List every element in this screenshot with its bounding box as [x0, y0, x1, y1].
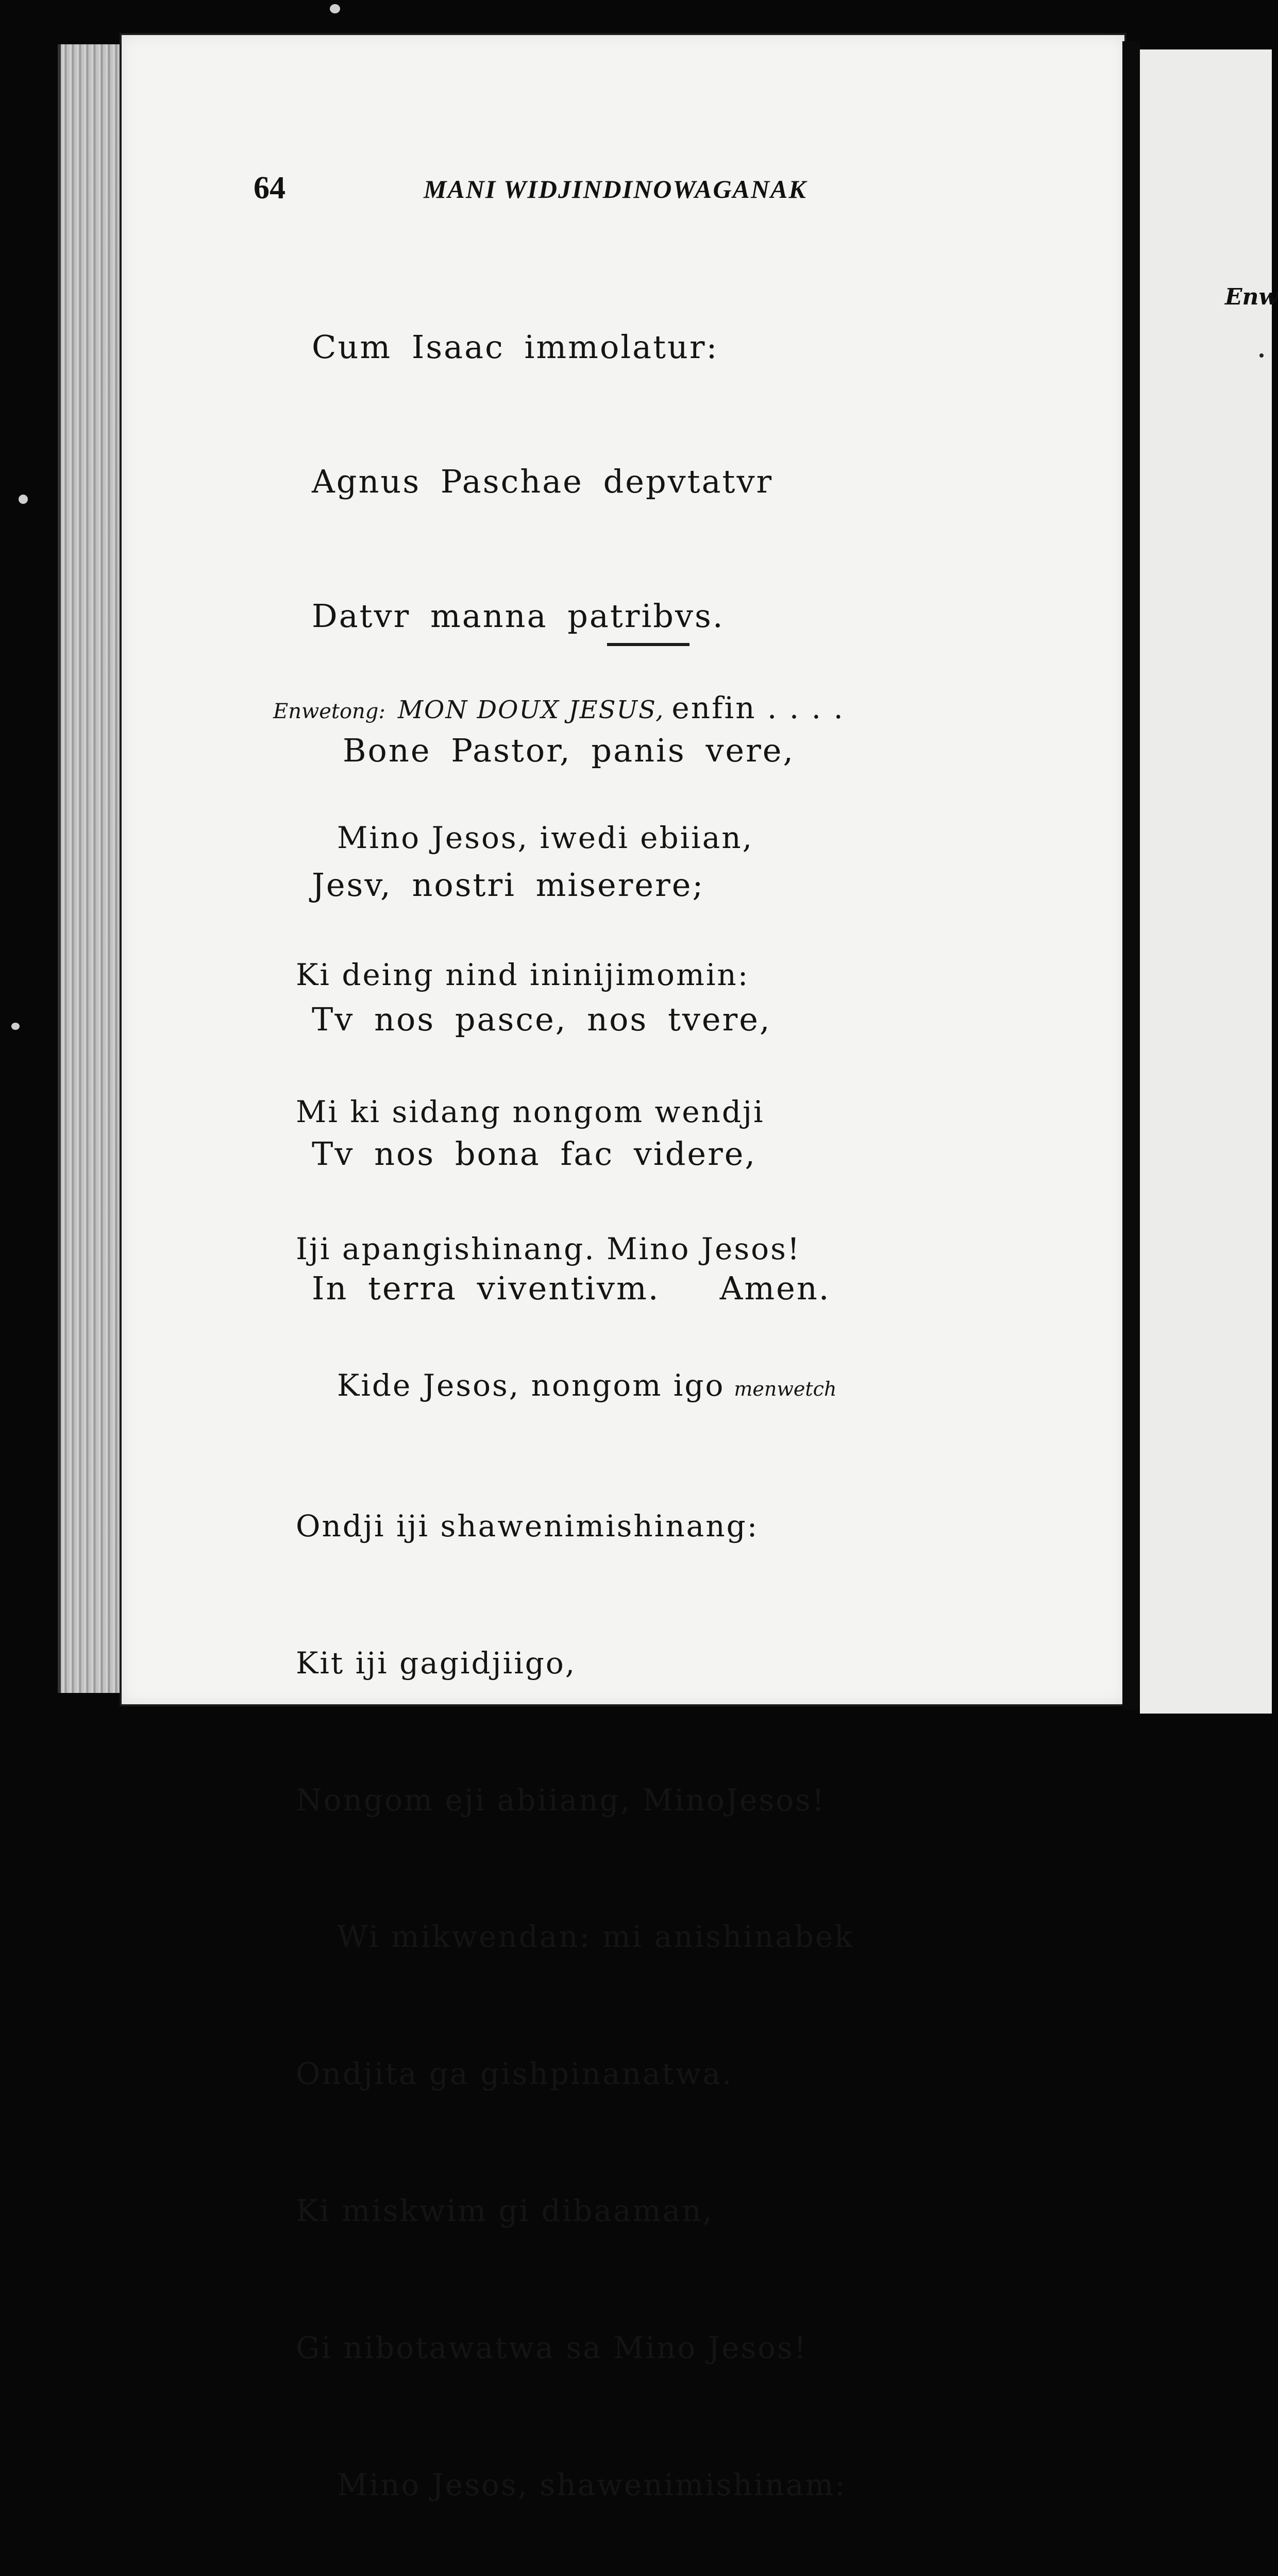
verse-line: Mi ki sidang nongom wendji	[296, 1094, 765, 1129]
verse-line: Cum Isaac immolatur:	[312, 328, 719, 366]
tune-label: Enwetong:	[273, 700, 385, 723]
verse-line	[296, 1363, 854, 1412]
verse-line: Iji apangishinang. Mino Jesos!	[296, 1231, 801, 1266]
facing-page	[1140, 49, 1278, 1714]
facing-page-mark	[1259, 353, 1264, 358]
verse-line: Kit iji gagidjiigo,	[296, 1645, 577, 1681]
book-gutter	[1122, 41, 1140, 1710]
tune-indication	[269, 681, 845, 725]
verse-line-text: Kide Jesos, nongom igo	[337, 1368, 725, 1403]
verse-line: Mino Jesos, shawenimishinam:	[337, 2467, 847, 2502]
hymn-verse	[296, 724, 854, 2576]
scan-speck	[19, 495, 28, 504]
tune-title: MON DOUX JESUS,	[397, 696, 665, 724]
facing-page-fragment: Enw	[1225, 284, 1278, 310]
verse-line: Gi nibotawatwa sa Mino Jesos!	[296, 2330, 808, 2365]
verse-line: Tv nos bona fac videre,	[312, 1135, 757, 1173]
book-page-edges	[58, 44, 128, 1693]
tune-rest: enfin . . . .	[671, 690, 845, 725]
verse-line: Ki deing nind ininijimomin:	[296, 957, 750, 992]
verse-line: Ondji iji shawenimishinang:	[296, 1509, 759, 1544]
verse-line: Tv nos pasce, nos tvere,	[312, 1001, 771, 1038]
scan-speck	[330, 4, 340, 13]
verse-line: Wi mikwendan: mi anishinabek	[337, 1919, 854, 1955]
section-divider	[607, 643, 690, 646]
margin-note: menwetch	[734, 1378, 837, 1401]
verse-line: In terra viventivm. Amen.	[312, 1269, 831, 1307]
verse-line: Datvr manna patribvs.	[312, 597, 725, 635]
running-head	[254, 170, 923, 211]
verse-line: Ki miskwim gi dibaaman,	[296, 2193, 714, 2228]
verse-line: Ondjita ga gishpinanatwa.	[296, 2056, 733, 2092]
verse-line: Bone Pastor, panis vere,	[343, 732, 795, 769]
verse-line: Jesv, nostri miserere;	[312, 866, 705, 904]
book-title: MANI WIDJINDINOWAGANAK	[424, 175, 807, 204]
verse-line: Mino Jesos, iwedi ebiian,	[337, 820, 754, 856]
page-number: 64	[254, 171, 285, 206]
scan-speck	[11, 1023, 20, 1030]
verse-line: Nongom eji abiiang, MinoJesos!	[296, 1782, 826, 1818]
verse-line: Agnus Paschae depvtatvr	[312, 463, 773, 500]
